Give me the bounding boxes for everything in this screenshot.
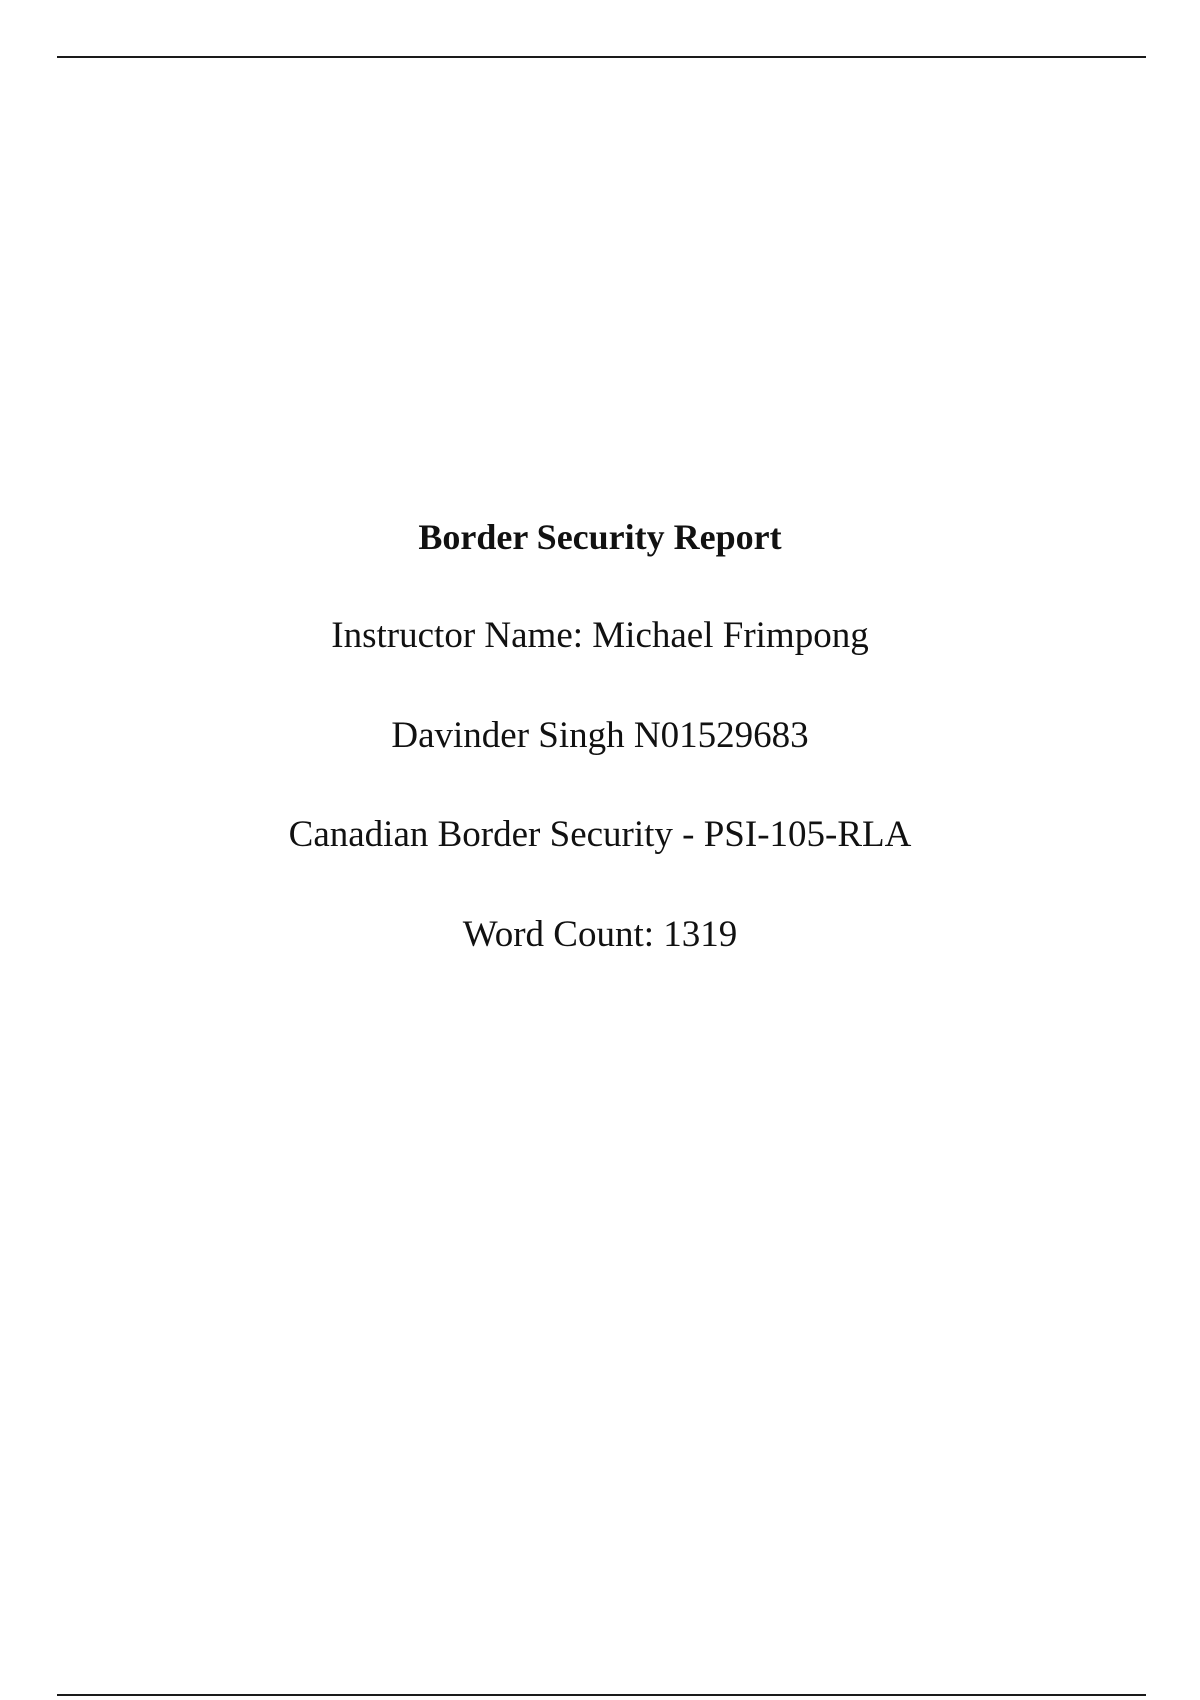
instructor-name: Instructor Name: Michael Frimpong <box>331 615 869 656</box>
student-name-id: Davinder Singh N01529683 <box>391 715 809 756</box>
word-count: Word Count: 1319 <box>462 914 738 955</box>
header-rule <box>57 56 1146 58</box>
course-name: Canadian Border Security - PSI-105-RLA <box>288 814 912 855</box>
report-title: Border Security Report <box>418 517 782 557</box>
footer-rule <box>57 1694 1146 1696</box>
